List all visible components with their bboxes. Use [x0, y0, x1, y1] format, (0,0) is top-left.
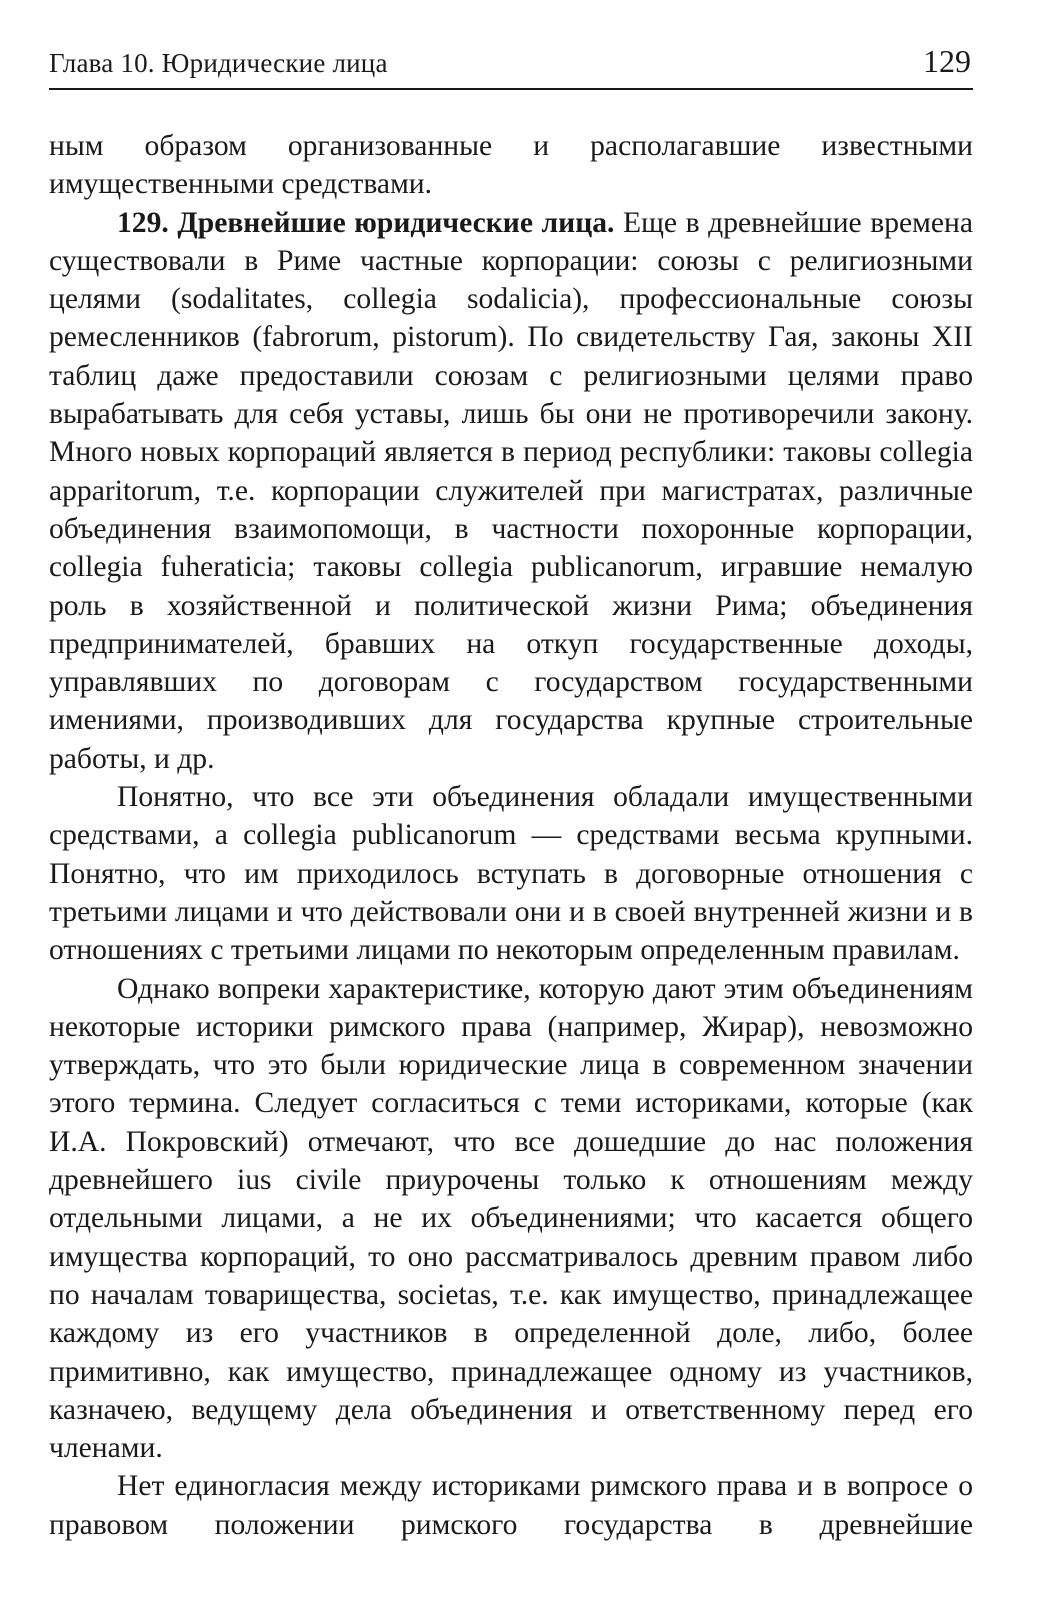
page-number: 129	[923, 43, 971, 79]
paragraph-text: Понятно, что все эти объединения обладали имущественными средствами, а collegia publicanorum — средствами весьма крупными. Понятно, что им приходилось вступать в договорные отношения с третьими лицами и что действовали они и в своей внутренней жизни и в отношениях с третьими лицами по некоторым определенным правилам.	[49, 781, 973, 967]
section-number: 129.	[117, 206, 169, 239]
paragraph-text: Еще в древнейшие времена существовали в Риме частные корпорации: союзы с религиозными целями (sodalitates, collegia sodalicia), профессиональные союзы ремесленников (fabrorum, pistorum). По свидетельству Гая, законы XII таблиц даже предоставили союзам с религиозными целями право вырабатывать для себя уставы, лишь бы они не противоречили закону. Много новых корпораций является в период республики: таковы collegia apparitorum, т.е. корпорации служителей при магистратах, различные объединения взаимопомощи, в частности похоронные корпорации, collegia fuheraticia; таковы collegia publicanorum, игравшие немалую роль в хозяйственной и политической жизни Рима; объединения предпринимателей, бравших на откуп государственные доходы, управлявших по договорам с государством государственными имениями, производивших для государства крупные строительные работы, и др.	[49, 206, 973, 775]
chapter-title: Глава 10. Юридические лица	[49, 48, 388, 78]
paragraph-continues	[49, 1467, 973, 1544]
paragraph	[49, 970, 973, 1468]
paragraph-section-start	[49, 204, 973, 778]
paragraph	[49, 778, 973, 969]
paragraph-text: Нет единогласия между историками римского права и в вопросе о правовом положении римского государства в древнейшие	[49, 1470, 973, 1541]
body-text	[49, 127, 973, 1544]
section-title: Древнейшие юридические лица.	[177, 206, 615, 239]
section-heading	[117, 207, 614, 239]
paragraph-text: ным образом организованные и располагавшие известными имущественными средствами.	[49, 130, 973, 201]
paragraph-text: Однако вопреки характеристике, которую дают этим объединениям некоторые историки римского права (например, Жирар), невозможно утверждать, что это были юридические лица в современном значении этого термина. Следует согласиться с теми историками, которые (как И.А. Покровский) отмечают, что все дошедшие до нас положения древнейшего ius civile приурочены только к отношениям между отдельными лицами, а не их объединениями; что касается общего имущества корпораций, то оно рассматривалось древним правом либо по началам товарищества, societas, т.е. как имущество, принадлежащее каждому из его участников в определенной доле, либо, более примитивно, как имущество, принадлежащее одному из участников, казначею, ведущему дела объединения и ответственному перед его членами.	[49, 972, 973, 1465]
paragraph-continuation	[49, 127, 973, 204]
running-head	[49, 38, 973, 90]
book-page	[49, 38, 973, 1544]
